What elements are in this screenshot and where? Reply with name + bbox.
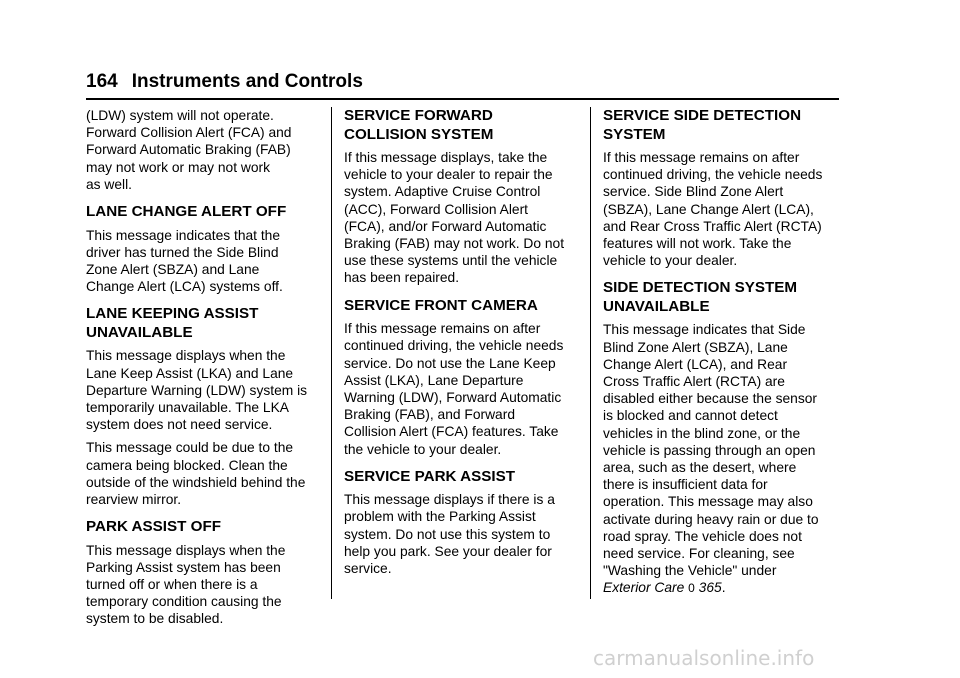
paragraph: If this message remains on after continued driving, the vehicle needs service. Do not use the Lane Keep Assist (LKA), Lane Departure Warning (LDW), Forward Automatic Braking (FAB), and Forward Collision Alert (FCA) features. Take the vehicle to your dealer. [344, 321, 564, 457]
text-column-3 [603, 107, 839, 604]
watermark: carmanualsonline.info [593, 646, 815, 670]
section-title: Instruments and Controls [131, 71, 363, 92]
paragraph: (LDW) system will not operate. Forward Collision Alert (FCA) and Forward Automatic Braking (FAB) may not work or may not work as well. [86, 108, 292, 192]
header-rule [86, 98, 839, 100]
page-ref-arrow-icon: 0 [688, 581, 695, 596]
cross-reference [603, 579, 839, 597]
section-heading: SERVICE FORWARD COLLISION SYSTEM [344, 107, 494, 143]
column-divider-1 [331, 107, 332, 599]
column-divider-2 [590, 107, 591, 599]
paragraph: If this message remains on after continued driving, the vehicle needs service. Side Blind Zone Alert (SBZA), Lane Change Alert (LCA), and Rear Cross Traffic Alert (RCTA) features will not work. Take the vehicle to your dealer. [603, 150, 823, 269]
section-heading: LANE KEEPING ASSIST UNAVAILABLE [86, 305, 259, 341]
text-column-2 [344, 107, 580, 583]
reference-suffix: . [721, 580, 726, 596]
paragraph: This message indicates that Side Blind Zone Alert (SBZA), Lane Change Alert (LCA), and Rear Cross Traffic Alert (RCTA) are disabled either because the sensor is blocked and cannot detect vehicles in the blind zone, or the vehicle is passing through an open area, such as the desert, where there is insufficient data for operation. This message may also activate during heavy rain or due to road spray. The vehicle does not need service. For cleaning, see "Washing the Vehicle" under [603, 322, 819, 579]
paragraph: This message could be due to the camera being blocked. Clean the outside of the windshield behind the rearview mirror. [86, 440, 306, 507]
paragraph: This message displays when the Parking Assist system has been turned off or when there is a temporary condition causing the system to be disabled. [86, 542, 286, 627]
paragraph: This message displays if there is a problem with the Parking Assist system. Do not use this system to help you park. See your dealer for service. [344, 492, 555, 577]
paragraph: If this message displays, take the vehicle to your dealer to repair the system. Adaptive Cruise Control (ACC), Forward Collision Alert (FCA), and/or Forward Automatic Braking (FAB) may not work. Do not use these systems until the vehicle has been repaired. [344, 150, 565, 286]
section-heading: SERVICE FRONT CAMERA [344, 296, 538, 314]
page-header [86, 71, 839, 93]
reference-page[interactable]: 365 [698, 580, 722, 596]
paragraph: This message displays when the Lane Keep Assist (LKA) and Lane Departure Warning (LDW) system is temporarily unavailable. The LKA system does not need service. [86, 348, 308, 433]
reference-link[interactable]: Exterior Care [603, 580, 685, 596]
section-heading: PARK ASSIST OFF [86, 518, 222, 536]
page-number: 164 [86, 71, 118, 92]
section-heading: SERVICE PARK ASSIST [344, 467, 516, 485]
paragraph: This message indicates that the driver has turned the Side Blind Zone Alert (SBZA) and Lane Change Alert (LCA) systems off. [86, 227, 283, 295]
section-heading: SERVICE SIDE DETECTION SYSTEM [603, 107, 802, 143]
section-heading: SIDE DETECTION SYSTEM UNAVAILABLE [603, 279, 798, 315]
text-column-1 [86, 107, 322, 634]
section-heading: LANE CHANGE ALERT OFF [86, 203, 287, 221]
